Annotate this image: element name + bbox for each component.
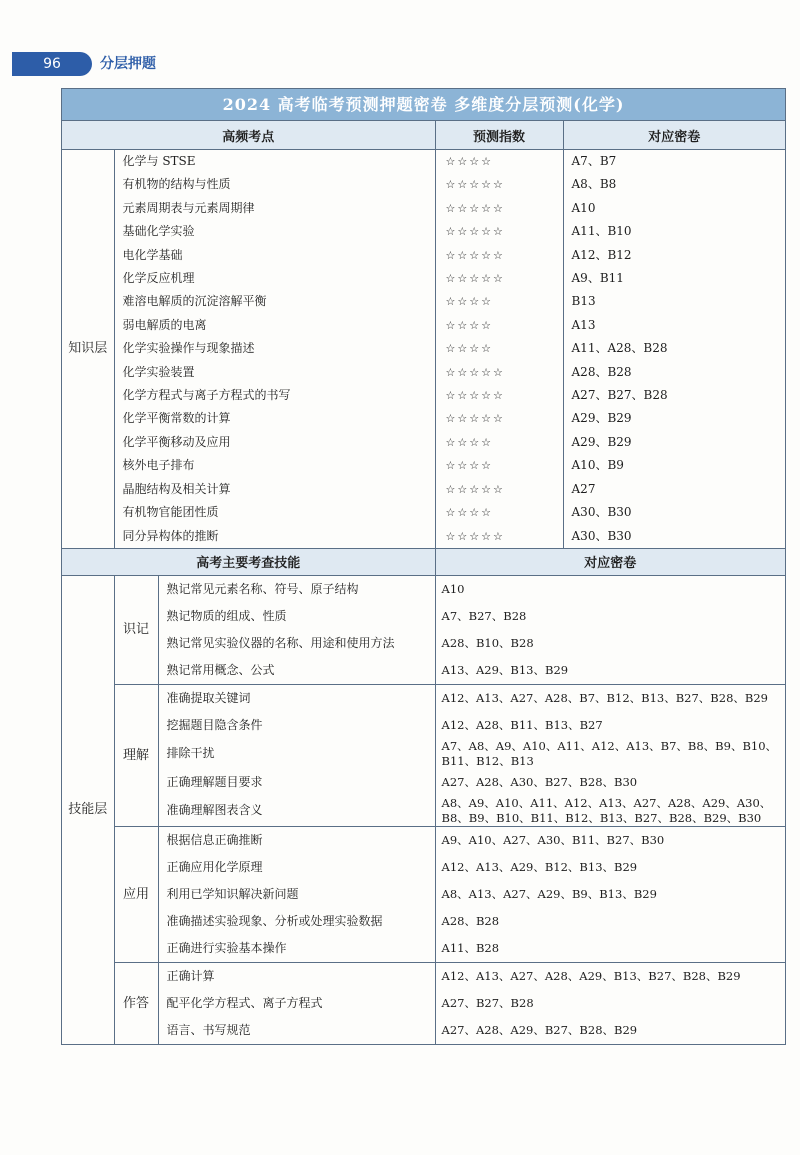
papers-cell: A13: [571, 317, 596, 332]
skill-cell: 正确理解题目要求: [158, 769, 435, 796]
page-header: [0, 48, 260, 78]
topic-cell: 同分异构体的推断: [114, 525, 435, 548]
skill-row: [62, 739, 785, 769]
skill-row: [62, 712, 785, 739]
skill-cell: 排除干扰: [158, 739, 435, 769]
topic-cell: 化学方程式与离子方程式的书写: [114, 384, 435, 407]
skill-papers-cell: A27、A28、A30、B27、B28、B30: [441, 774, 638, 789]
skill-papers-cell: A28、B10、B28: [441, 635, 534, 650]
skill-cell: 正确进行实验基本操作: [158, 935, 435, 963]
skill-category: 识记: [114, 575, 158, 684]
skill-cell: 准确描述实验现象、分析或处理实验数据: [158, 908, 435, 935]
topic-cell: 化学平衡常数的计算: [114, 407, 435, 430]
skill-papers-cell: A7、B27、B28: [441, 608, 527, 623]
skill-category: 理解: [114, 684, 158, 826]
knowledge-row: [62, 150, 785, 174]
prediction-table-frame: [61, 88, 786, 1045]
topic-cell: 核外电子排布: [114, 454, 435, 477]
knowledge-layer-label: 知识层: [62, 150, 114, 548]
star-rating: ☆☆☆☆: [435, 454, 563, 477]
star-rating: ☆☆☆☆☆: [435, 478, 563, 501]
knowledge-table: [62, 121, 785, 548]
col-header-index: 预测指数: [435, 121, 563, 150]
knowledge-row: [62, 454, 785, 477]
skill-cell: 准确提取关键词: [158, 684, 435, 712]
skill-row: [62, 990, 785, 1017]
topic-cell: 化学实验操作与现象描述: [114, 337, 435, 360]
star-rating: ☆☆☆☆☆: [435, 244, 563, 267]
skill-row: [62, 826, 785, 854]
skill-row: [62, 908, 785, 935]
knowledge-row: [62, 220, 785, 243]
skill-papers-cell: A12、A13、A29、B12、B13、B29: [441, 859, 638, 874]
skill-papers-cell: A27、B27、B28: [441, 995, 534, 1010]
skill-row: [62, 854, 785, 881]
skill-row: [62, 575, 785, 603]
papers-cell: A9、B11: [571, 271, 624, 286]
col-header-topic: 高频考点: [62, 121, 435, 150]
col-header-skill-papers: 对应密卷: [435, 548, 785, 575]
knowledge-row: [62, 337, 785, 360]
papers-cell: A28、B28: [571, 364, 632, 379]
topic-cell: 弱电解质的电离: [114, 314, 435, 337]
knowledge-row: [62, 478, 785, 501]
papers-cell: A29、B29: [571, 434, 632, 449]
star-rating: ☆☆☆☆: [435, 337, 563, 360]
knowledge-row: [62, 407, 785, 430]
papers-cell: A7、B7: [571, 154, 617, 168]
skill-row: [62, 657, 785, 685]
skills-table: [62, 548, 785, 1044]
star-rating: ☆☆☆☆: [435, 290, 563, 313]
knowledge-row: [62, 431, 785, 454]
skill-row: [62, 630, 785, 657]
topic-cell: 电化学基础: [114, 244, 435, 267]
skill-papers-cell: A7、A8、A9、A10、A11、A12、A13、B7、B8、B9、B10、B11、B12、B13: [441, 738, 778, 768]
topic-cell: 有机物的结构与性质: [114, 173, 435, 196]
star-rating: ☆☆☆☆☆: [435, 407, 563, 430]
skill-cell: 熟记常见元素名称、符号、原子结构: [158, 575, 435, 603]
knowledge-body: [62, 150, 785, 548]
papers-cell: A11、A28、B28: [571, 341, 668, 356]
col-header-papers: 对应密卷: [563, 121, 785, 150]
skill-cell: 配平化学方程式、离子方程式: [158, 990, 435, 1017]
papers-cell: A27、B27、B28: [571, 388, 668, 403]
star-rating: ☆☆☆☆☆: [435, 173, 563, 196]
skill-category: 应用: [114, 826, 158, 962]
col-header-skill: 高考主要考查技能: [62, 548, 435, 575]
skill-papers-cell: A28、B28: [441, 913, 500, 928]
star-rating: ☆☆☆☆☆: [435, 384, 563, 407]
papers-cell: A10: [571, 200, 596, 215]
skill-cell: 准确理解图表含义: [158, 796, 435, 827]
skill-row: [62, 1017, 785, 1044]
knowledge-row: [62, 384, 785, 407]
star-rating: ☆☆☆☆☆: [435, 267, 563, 290]
papers-cell: A10、B9: [571, 458, 624, 473]
knowledge-row: [62, 197, 785, 220]
topic-cell: 基础化学实验: [114, 220, 435, 243]
topic-cell: 有机物官能团性质: [114, 501, 435, 524]
knowledge-row: [62, 173, 785, 196]
topic-cell: 化学与 STSE: [114, 150, 435, 174]
skill-row: [62, 935, 785, 963]
knowledge-row: [62, 244, 785, 267]
skill-cell: 熟记物质的组成、性质: [158, 603, 435, 630]
topic-cell: 化学反应机理: [114, 267, 435, 290]
star-rating: ☆☆☆☆: [435, 314, 563, 337]
skill-row: [62, 881, 785, 908]
skill-papers-cell: A10: [441, 581, 465, 596]
skill-category: 作答: [114, 962, 158, 1044]
papers-cell: A30、B30: [571, 505, 632, 520]
star-rating: ☆☆☆☆☆: [435, 361, 563, 384]
knowledge-row: [62, 501, 785, 524]
star-rating: ☆☆☆☆: [435, 501, 563, 524]
knowledge-row: [62, 267, 785, 290]
star-rating: ☆☆☆☆: [435, 431, 563, 454]
skill-papers-cell: A8、A13、A27、A29、B9、B13、B29: [441, 886, 657, 901]
skill-cell: 利用已学知识解决新问题: [158, 881, 435, 908]
topic-cell: 元素周期表与元素周期律: [114, 197, 435, 220]
skill-papers-cell: A13、A29、B13、B29: [441, 662, 569, 677]
skill-row: [62, 962, 785, 990]
papers-cell: A11、B10: [571, 224, 632, 239]
skill-row: [62, 769, 785, 796]
skill-row: [62, 684, 785, 712]
skill-cell: 挖掘题目隐含条件: [158, 712, 435, 739]
papers-cell: A27: [571, 481, 596, 496]
topic-cell: 晶胞结构及相关计算: [114, 478, 435, 501]
skill-papers-cell: A8、A9、A10、A11、A12、A13、A27、A28、A29、A30、B8、B9、B10、B11、B12、B13、B27、B28、B29、B30: [441, 795, 772, 825]
skill-papers-cell: A11、B28: [441, 940, 500, 955]
star-rating: ☆☆☆☆☆: [435, 197, 563, 220]
star-rating: ☆☆☆☆: [435, 150, 563, 174]
skill-papers-cell: A27、A28、A29、B27、B28、B29: [441, 1022, 638, 1037]
topic-cell: 化学平衡移动及应用: [114, 431, 435, 454]
skill-cell: 正确计算: [158, 962, 435, 990]
skill-papers-cell: A12、A13、A27、A28、A29、B13、B27、B28、B29: [435, 962, 785, 990]
star-rating: ☆☆☆☆☆: [435, 525, 563, 548]
skill-cell: 语言、书写规范: [158, 1017, 435, 1044]
knowledge-row: [62, 361, 785, 384]
skill-cell: 熟记常用概念、公式: [158, 657, 435, 685]
skill-cell: 熟记常见实验仪器的名称、用途和使用方法: [158, 630, 435, 657]
papers-cell: A29、B29: [571, 411, 632, 426]
skill-cell: 根据信息正确推断: [158, 826, 435, 854]
skill-papers-cell: A12、A28、B11、B13、B27: [441, 717, 603, 732]
knowledge-row: [62, 290, 785, 313]
skill-cell: 正确应用化学原理: [158, 854, 435, 881]
skills-layer-label: 技能层: [62, 575, 114, 1044]
papers-cell: A8、B8: [571, 177, 617, 192]
knowledge-row: [62, 314, 785, 337]
papers-cell: A30、B30: [571, 528, 632, 543]
star-rating: ☆☆☆☆☆: [435, 220, 563, 243]
topic-cell: 化学实验装置: [114, 361, 435, 384]
skill-row: [62, 796, 785, 827]
papers-cell: A12、B12: [571, 247, 632, 262]
skills-body: [62, 575, 785, 1044]
knowledge-row: [62, 525, 785, 548]
section-title: 分层押题: [100, 56, 156, 72]
skill-papers-cell: A12、A13、A27、A28、B7、B12、B13、B27、B28、B29: [435, 684, 785, 712]
table-banner: 2024 高考临考预测押题密卷 多维度分层预测(化学): [62, 89, 785, 121]
topic-cell: 难溶电解质的沉淀溶解平衡: [114, 290, 435, 313]
page-number: 96: [12, 52, 92, 76]
skill-papers-cell: A9、A10、A27、A30、B11、B27、B30: [435, 826, 785, 854]
skill-row: [62, 603, 785, 630]
papers-cell: B13: [571, 294, 596, 309]
